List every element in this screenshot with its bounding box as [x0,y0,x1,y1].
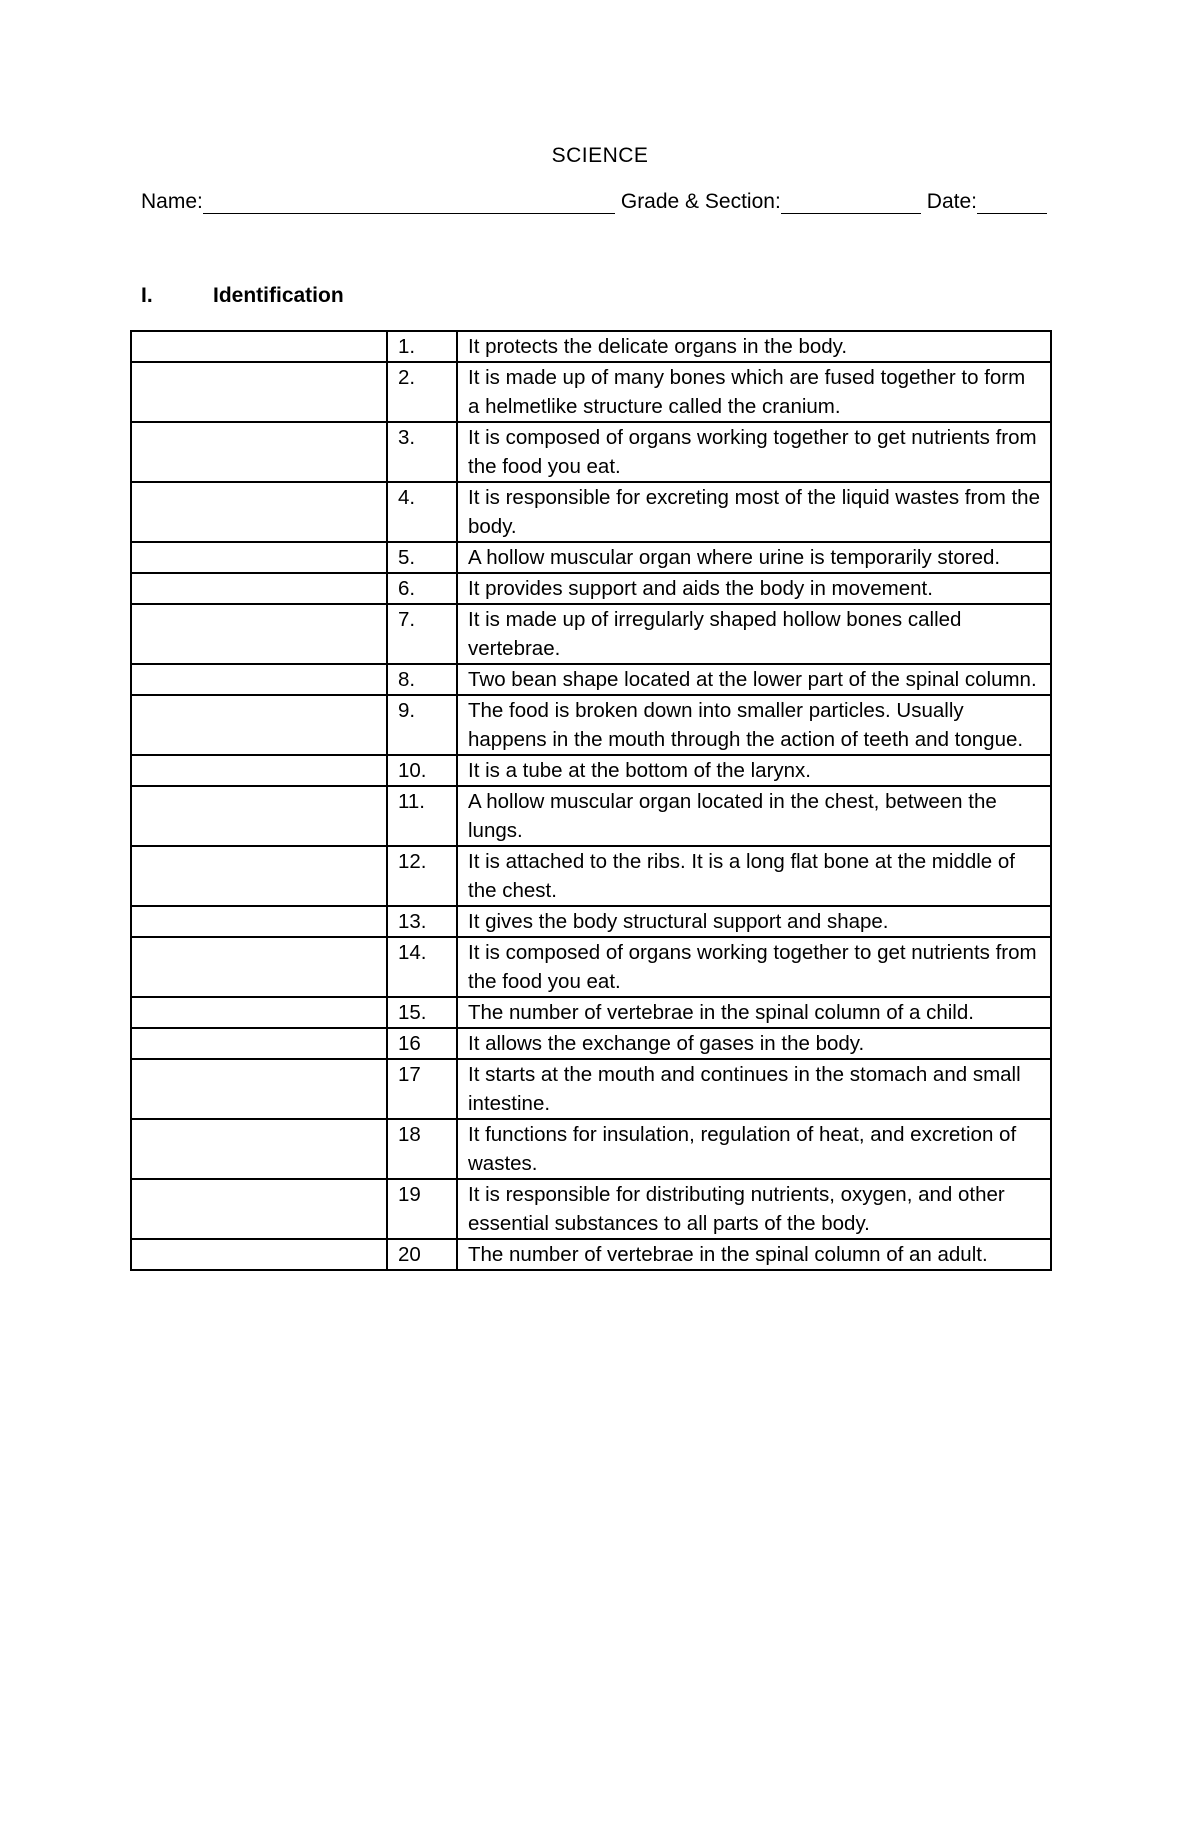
item-question: It allows the exchange of gases in the body. [457,1028,1051,1059]
item-number: 8. [387,664,457,695]
item-number: 4. [387,482,457,542]
table-row [131,937,1051,997]
answer-cell[interactable] [131,1179,387,1239]
answer-cell[interactable] [131,937,387,997]
table-row [131,786,1051,846]
answer-cell[interactable] [131,755,387,786]
answer-cell[interactable] [131,695,387,755]
item-question: It is made up of irregularly shaped hollow bones called vertebrae. [457,604,1051,664]
section-number: I. [141,284,153,307]
item-number: 18 [387,1119,457,1179]
answer-cell[interactable] [131,846,387,906]
item-question: The number of vertebrae in the spinal column of a child. [457,997,1051,1028]
table-row [131,331,1051,362]
item-question: It provides support and aids the body in movement. [457,573,1051,604]
grade-section-label: Grade & Section: [620,190,781,213]
answer-cell[interactable] [131,997,387,1028]
item-number: 20 [387,1239,457,1270]
date-blank[interactable] [977,193,1047,214]
item-question: It is composed of organs working together to get nutrients from the food you eat. [457,422,1051,482]
item-question: It is made up of many bones which are fused together to form a helmetlike structure called the cranium. [457,362,1051,422]
item-question: Two bean shape located at the lower part of the spinal column. [457,664,1051,695]
answer-cell[interactable] [131,1119,387,1179]
table-row [131,573,1051,604]
answer-cell[interactable] [131,422,387,482]
answer-cell[interactable] [131,1239,387,1270]
answer-cell[interactable] [131,1028,387,1059]
item-question: A hollow muscular organ located in the chest, between the lungs. [457,786,1051,846]
item-question: It is responsible for excreting most of the liquid wastes from the body. [457,482,1051,542]
item-number: 2. [387,362,457,422]
item-question: It functions for insulation, regulation of heat, and excretion of wastes. [457,1119,1051,1179]
answer-cell[interactable] [131,331,387,362]
item-number: 6. [387,573,457,604]
table-row [131,1059,1051,1119]
section-heading [141,284,344,308]
answer-cell[interactable] [131,664,387,695]
item-number: 9. [387,695,457,755]
item-number: 17 [387,1059,457,1119]
item-question: A hollow muscular organ where urine is temporarily stored. [457,542,1051,573]
item-number: 3. [387,422,457,482]
item-number: 5. [387,542,457,573]
name-blank[interactable] [203,193,615,214]
item-number: 14. [387,937,457,997]
date-label: Date: [926,190,977,213]
answer-cell[interactable] [131,1059,387,1119]
item-question: It is responsible for distributing nutrients, oxygen, and other essential substances to all parts of the body. [457,1179,1051,1239]
item-number: 13. [387,906,457,937]
item-number: 12. [387,846,457,906]
table-row [131,482,1051,542]
item-question: It gives the body structural support and shape. [457,906,1051,937]
item-question: It is composed of organs working together to get nutrients from the food you eat. [457,937,1051,997]
name-label: Name: [141,190,203,213]
answer-cell[interactable] [131,604,387,664]
item-number: 16 [387,1028,457,1059]
table-row [131,362,1051,422]
item-question: It protects the delicate organs in the body. [457,331,1051,362]
item-question: The number of vertebrae in the spinal column of an adult. [457,1239,1051,1270]
identification-table [130,330,1052,1271]
item-number: 19 [387,1179,457,1239]
answer-cell[interactable] [131,786,387,846]
table-row [131,695,1051,755]
table-row [131,1028,1051,1059]
item-number: 11. [387,786,457,846]
answer-cell[interactable] [131,906,387,937]
table-row [131,664,1051,695]
grade-section-blank[interactable] [781,193,921,214]
item-question: It is attached to the ribs. It is a long flat bone at the middle of the chest. [457,846,1051,906]
table-row [131,755,1051,786]
item-question: It starts at the mouth and continues in the stomach and small intestine. [457,1059,1051,1119]
answer-cell[interactable] [131,362,387,422]
table-row [131,542,1051,573]
table-row [131,906,1051,937]
item-number: 10. [387,755,457,786]
table-row [131,1119,1051,1179]
item-number: 15. [387,997,457,1028]
answer-cell[interactable] [131,573,387,604]
item-question: The food is broken down into smaller particles. Usually happens in the mouth through the action of teeth and tongue. [457,695,1051,755]
section-title: Identification [213,284,344,307]
table-row [131,846,1051,906]
item-number: 7. [387,604,457,664]
table-row [131,997,1051,1028]
table-row [131,1179,1051,1239]
table-row [131,604,1051,664]
answer-cell[interactable] [131,482,387,542]
page-title: SCIENCE [551,144,649,167]
item-number: 1. [387,331,457,362]
student-info-line [141,190,1053,214]
item-question: It is a tube at the bottom of the larynx. [457,755,1051,786]
table-row [131,1239,1051,1270]
table-row [131,422,1051,482]
answer-cell[interactable] [131,542,387,573]
